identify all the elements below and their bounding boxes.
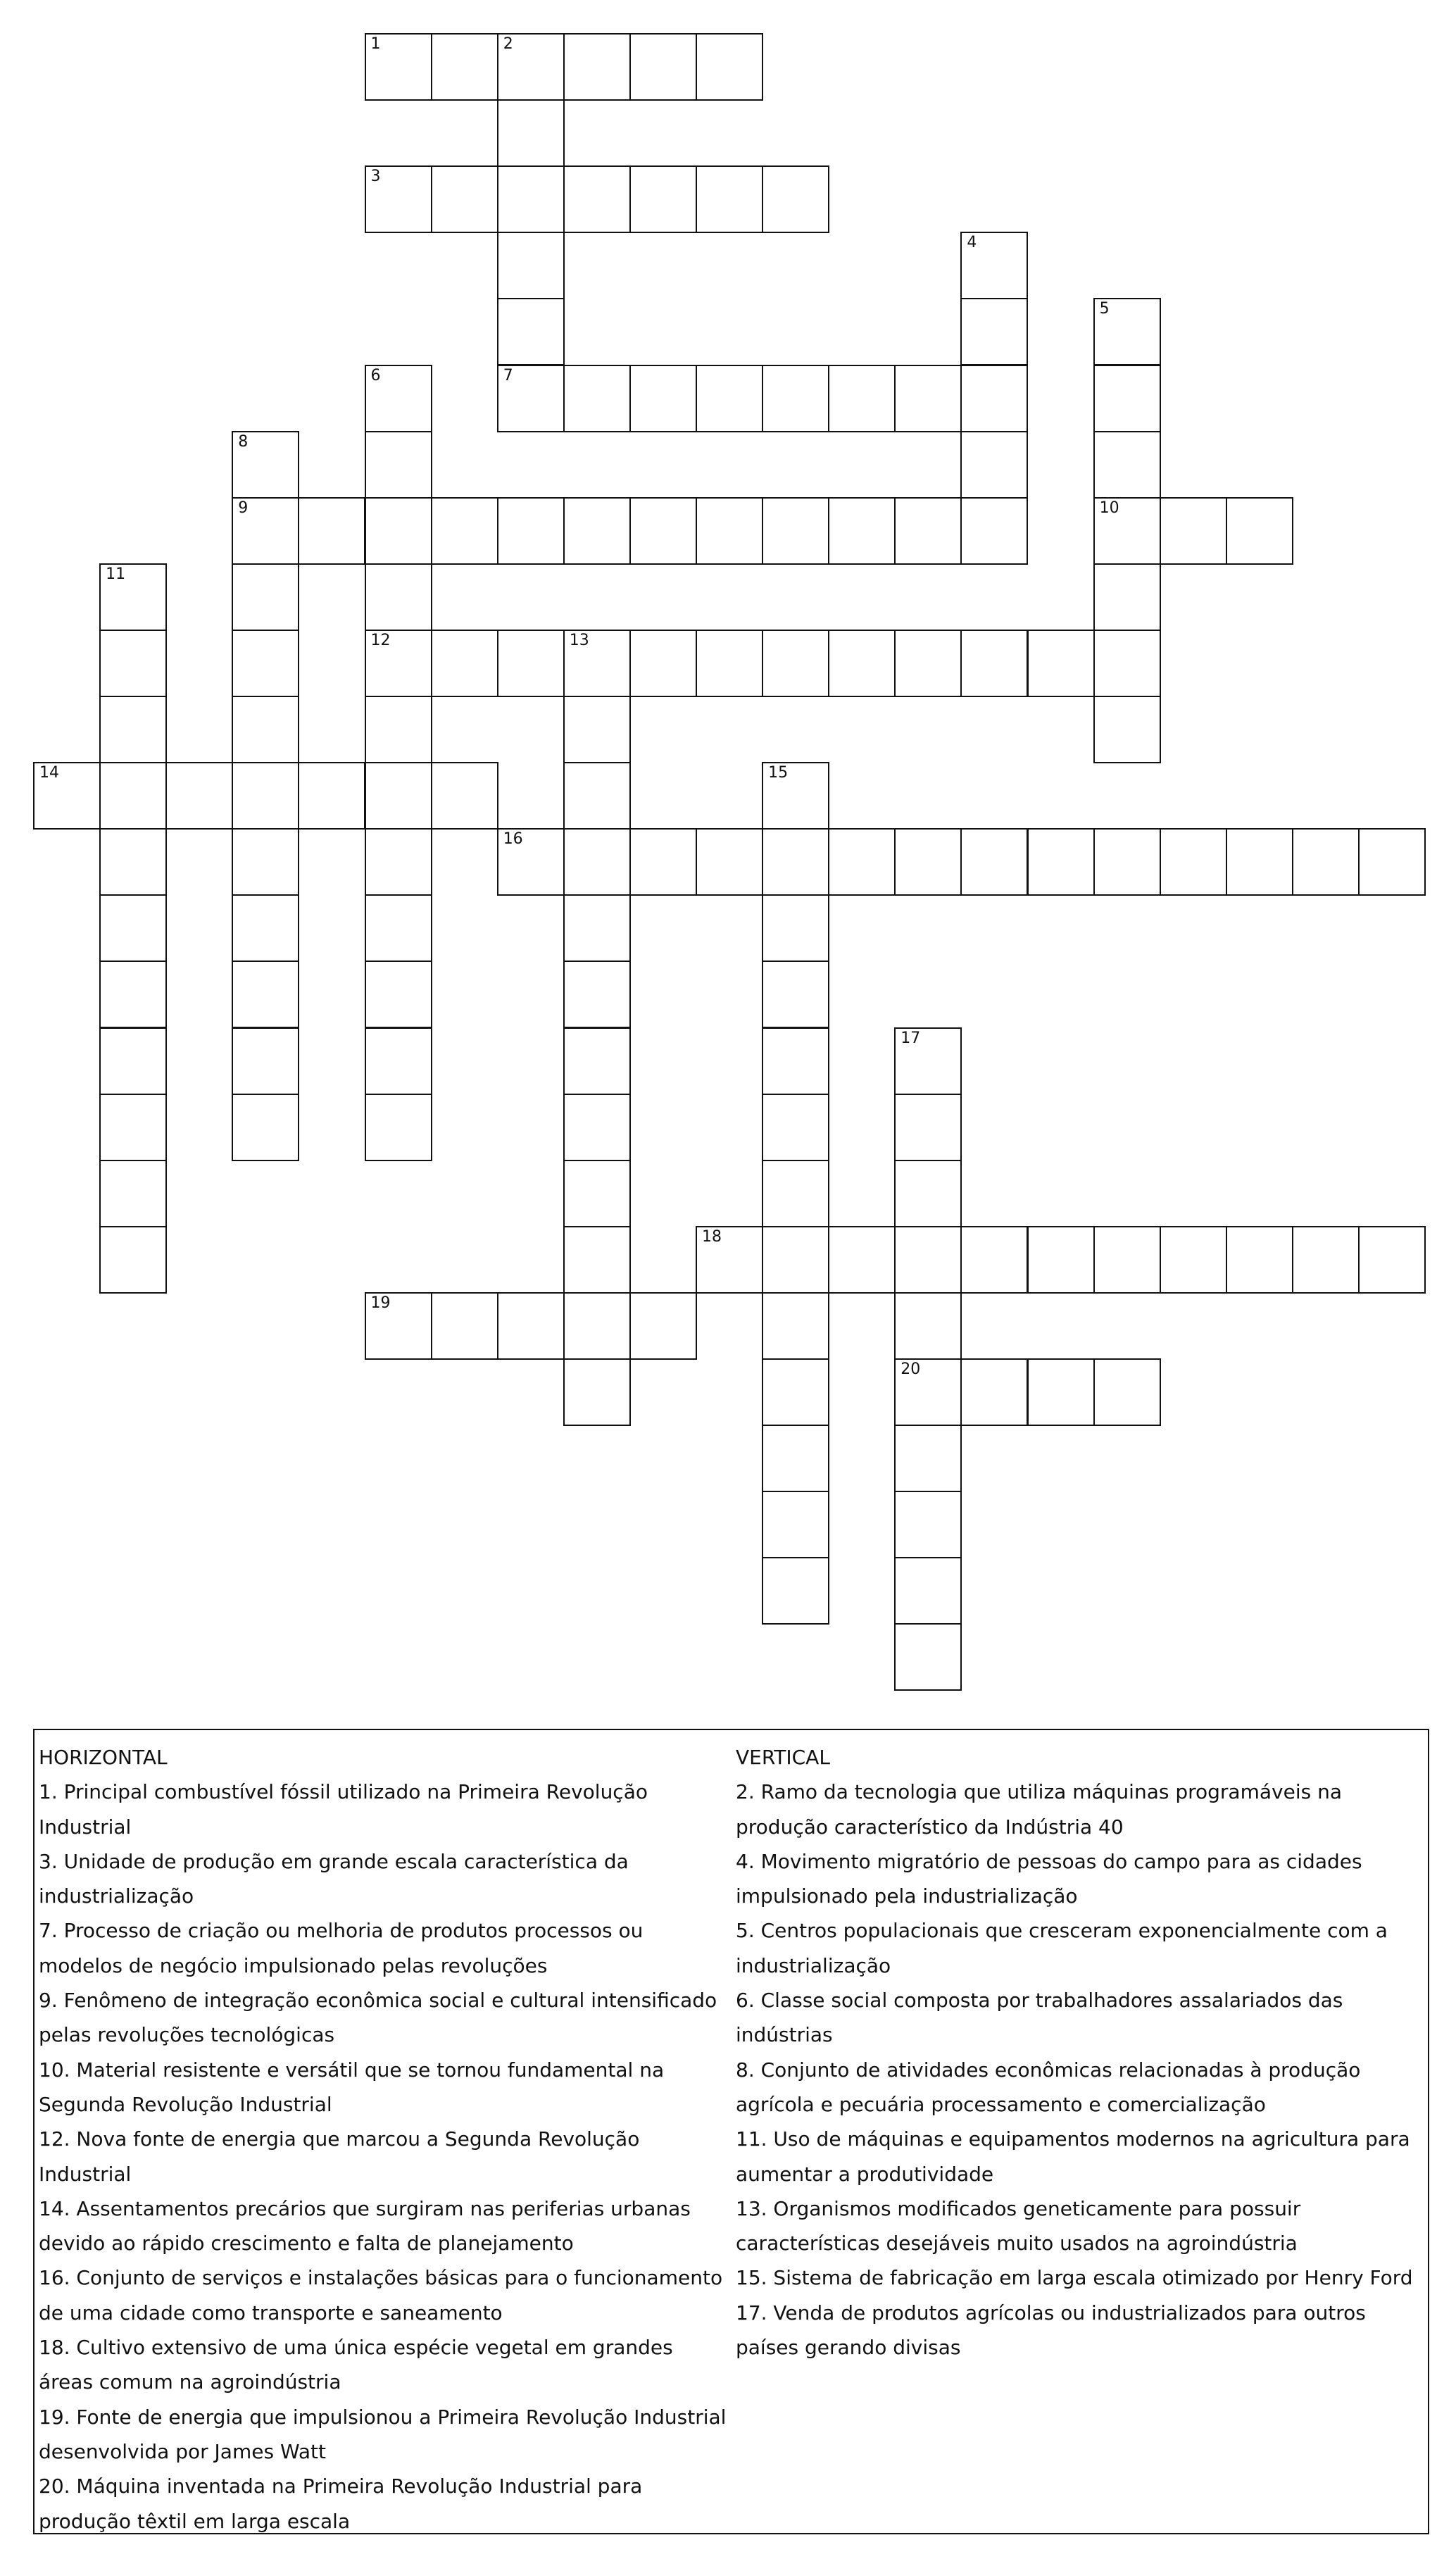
grid-cell[interactable]: [1093, 1226, 1161, 1294]
grid-cell[interactable]: [497, 497, 565, 565]
grid-cell[interactable]: [762, 1094, 829, 1161]
grid-cell[interactable]: [696, 165, 763, 233]
grid-cell[interactable]: [563, 1094, 631, 1161]
clue-down-15: 15. Sistema de fabricação em larga escala otimizado por Henry Ford: [736, 2266, 1413, 2290]
grid-cell[interactable]: [762, 1027, 829, 1095]
grid-cell[interactable]: [1160, 1226, 1227, 1294]
grid-cell[interactable]: [1292, 1226, 1360, 1294]
grid-cell[interactable]: [960, 431, 1028, 499]
grid-cell[interactable]: [365, 165, 432, 233]
grid-cell[interactable]: [1093, 365, 1161, 432]
clue-across-10: 10. Material resistente e versátil que se tornou fundamental na Segunda Revolução Industrial: [39, 2058, 665, 2116]
grid-cell[interactable]: [960, 497, 1028, 565]
grid-cell[interactable]: [232, 961, 299, 1028]
grid-cell[interactable]: [99, 630, 167, 697]
grid-cell[interactable]: [99, 1226, 167, 1294]
grid-cell[interactable]: [232, 1094, 299, 1161]
grid-cell[interactable]: [1358, 1226, 1426, 1294]
grid-cell[interactable]: [828, 828, 896, 896]
grid-cell[interactable]: [762, 497, 829, 565]
clue-down-11: 11. Uso de máquinas e equipamentos modernos na agricultura para aumentar a produtividade: [736, 2127, 1410, 2186]
grid-cell[interactable]: [894, 1160, 962, 1227]
grid-cell[interactable]: [497, 232, 565, 299]
grid-cell[interactable]: [629, 165, 697, 233]
clue-number: 18: [702, 1227, 722, 1246]
clue-number: 20: [900, 1360, 921, 1378]
grid-cell[interactable]: [1226, 828, 1293, 896]
grid-cell[interactable]: [298, 497, 365, 565]
grid-cell[interactable]: [365, 696, 432, 763]
grid-cell[interactable]: [99, 1027, 167, 1095]
clues-panel: [33, 1729, 1429, 2534]
grid-cell[interactable]: [762, 961, 829, 1028]
clue-number: 16: [503, 830, 523, 849]
grid-cell[interactable]: [1027, 1358, 1095, 1426]
grid-cell[interactable]: [894, 630, 962, 697]
grid-cell[interactable]: [894, 1226, 962, 1294]
clue-across-16: 16. Conjunto de serviços e instalações básicas para o funcionamento de uma cidade como transporte e saneamento: [39, 2266, 723, 2325]
grid-cell[interactable]: [629, 497, 697, 565]
grid-cell[interactable]: [431, 1292, 498, 1360]
grid-cell[interactable]: [960, 365, 1028, 432]
clue-number: 1: [370, 35, 381, 53]
grid-cell[interactable]: [894, 1358, 962, 1426]
grid-cell[interactable]: [365, 33, 432, 101]
clue-number: 6: [370, 366, 381, 384]
grid-cell[interactable]: [497, 99, 565, 167]
clue-across-18: 18. Cultivo extensivo de uma única espécie vegetal em grandes áreas comum na agroindústria: [39, 2336, 673, 2394]
grid-cell[interactable]: [762, 1491, 829, 1558]
grid-cell[interactable]: [563, 1027, 631, 1095]
grid-cell[interactable]: [894, 1557, 962, 1625]
grid-cell[interactable]: [1093, 298, 1161, 365]
clue-across-1: 1. Principal combustível fóssil utilizado na Primeira Revolução Industrial: [39, 1780, 648, 1839]
grid-cell[interactable]: [696, 1226, 763, 1294]
grid-cell[interactable]: [894, 1094, 962, 1161]
grid-cell[interactable]: [696, 33, 763, 101]
grid-cell[interactable]: [232, 696, 299, 763]
clue-number: 7: [503, 366, 513, 384]
grid-cell[interactable]: [563, 828, 631, 896]
clue-number: 2: [503, 35, 513, 53]
grid-cell[interactable]: [365, 961, 432, 1028]
clue-down-8: 8. Conjunto de atividades econômicas relacionadas à produção agrícola e pecuária processamento e comercialização: [736, 2058, 1361, 2116]
grid-cell[interactable]: [165, 762, 233, 830]
grid-cell[interactable]: [99, 894, 167, 962]
grid-cell[interactable]: [431, 33, 498, 101]
grid-cell[interactable]: [828, 365, 896, 432]
grid-cell[interactable]: [365, 1292, 432, 1360]
grid-cell[interactable]: [232, 762, 299, 830]
grid-cell[interactable]: [960, 232, 1028, 299]
clue-down-2: 2. Ramo da tecnologia que utiliza máquinas programáveis na produção característico da Indústria 40: [736, 1780, 1342, 1839]
grid-cell[interactable]: [960, 1358, 1028, 1426]
grid-cell[interactable]: [1093, 563, 1161, 631]
grid-cell[interactable]: [1160, 828, 1227, 896]
grid-cell[interactable]: [33, 762, 101, 830]
grid-cell[interactable]: [563, 365, 631, 432]
grid-cell[interactable]: [563, 894, 631, 962]
grid-cell[interactable]: [1093, 828, 1161, 896]
grid-cell[interactable]: [1292, 828, 1360, 896]
clue-number: 3: [370, 168, 381, 186]
grid-cell[interactable]: [563, 961, 631, 1028]
clue-number: 10: [1099, 499, 1119, 517]
grid-cell[interactable]: [1093, 1358, 1161, 1426]
clue-number: 4: [967, 234, 977, 252]
grid-cell[interactable]: [431, 165, 498, 233]
grid-cell[interactable]: [696, 828, 763, 896]
clue-across-14: 14. Assentamentos precários que surgiram nas periferias urbanas devido ao rápido crescimento e falta de planejamento: [39, 2196, 691, 2255]
grid-cell[interactable]: [894, 1027, 962, 1095]
grid-cell[interactable]: [762, 1557, 829, 1625]
grid-cell[interactable]: [497, 365, 565, 432]
grid-cell[interactable]: [431, 497, 498, 565]
grid-cell[interactable]: [563, 762, 631, 830]
grid-cell[interactable]: [894, 1623, 962, 1691]
grid-cell[interactable]: [99, 563, 167, 631]
clue-down-4: 4. Movimento migratório de pessoas do campo para as cidades impulsionado pela industrialização: [736, 1849, 1362, 1908]
grid-cell[interactable]: [497, 33, 565, 101]
grid-cell[interactable]: [365, 762, 432, 830]
grid-cell[interactable]: [828, 630, 896, 697]
grid-cell[interactable]: [629, 630, 697, 697]
clue-across-12: 12. Nova fonte de energia que marcou a Segunda Revolução Industrial: [39, 2127, 640, 2186]
clue-number: 12: [370, 631, 391, 649]
grid-cell[interactable]: [232, 828, 299, 896]
grid-cell[interactable]: [894, 497, 962, 565]
grid-cell[interactable]: [629, 365, 697, 432]
grid-cell[interactable]: [232, 894, 299, 962]
grid-cell[interactable]: [563, 1160, 631, 1227]
grid-cell[interactable]: [497, 1292, 565, 1360]
grid-cell[interactable]: [497, 630, 565, 697]
grid-cell[interactable]: [497, 165, 565, 233]
grid-cell[interactable]: [365, 365, 432, 432]
clue-across-3: 3. Unidade de produção em grande escala característica da industrialização: [39, 1849, 629, 1908]
clue-down-6: 6. Classe social composta por trabalhadores assalariados das indústrias: [736, 1989, 1343, 2047]
clue-number: 17: [900, 1029, 921, 1047]
across-heading: HORIZONTAL: [39, 1746, 168, 1769]
clue-number: 9: [238, 499, 249, 517]
grid-cell[interactable]: [563, 165, 631, 233]
grid-cell[interactable]: [99, 762, 167, 830]
grid-cell[interactable]: [1226, 497, 1293, 565]
grid-cell[interactable]: [563, 1226, 631, 1294]
grid-cell[interactable]: [960, 630, 1028, 697]
grid-cell[interactable]: [762, 1226, 829, 1294]
grid-cell[interactable]: [696, 497, 763, 565]
grid-cell[interactable]: [563, 1358, 631, 1426]
clue-across-7: 7. Processo de criação ou melhoria de produtos processos ou modelos de negócio impulsionado pelas revoluções: [39, 1919, 644, 1977]
grid-cell[interactable]: [1358, 828, 1426, 896]
grid-cell[interactable]: [894, 1292, 962, 1360]
grid-cell[interactable]: [563, 696, 631, 763]
grid-cell[interactable]: [563, 497, 631, 565]
grid-cell[interactable]: [894, 1425, 962, 1492]
grid-cell[interactable]: [762, 630, 829, 697]
clue-number: 15: [768, 764, 789, 782]
grid-cell[interactable]: [497, 298, 565, 365]
grid-cell[interactable]: [365, 563, 432, 631]
grid-cell[interactable]: [1027, 828, 1095, 896]
grid-cell[interactable]: [629, 828, 697, 896]
clue-number: 11: [106, 565, 126, 583]
grid-cell[interactable]: [894, 365, 962, 432]
grid-cell[interactable]: [298, 762, 365, 830]
grid-cell[interactable]: [232, 630, 299, 697]
grid-cell[interactable]: [762, 1160, 829, 1227]
grid-cell[interactable]: [365, 1094, 432, 1161]
grid-cell[interactable]: [629, 1292, 697, 1360]
grid-cell[interactable]: [1093, 630, 1161, 697]
clue-number: 13: [569, 631, 589, 649]
grid-cell[interactable]: [1093, 696, 1161, 763]
down-clues: [736, 1740, 1426, 2365]
clue-number: 5: [1099, 300, 1110, 318]
grid-cell[interactable]: [762, 762, 829, 830]
clue-across-19: 19. Fonte de energia que impulsionou a Primeira Revolução Industrial desenvolvida por James Watt: [39, 2405, 727, 2463]
grid-cell[interactable]: [232, 431, 299, 499]
grid-cell[interactable]: [762, 1292, 829, 1360]
grid-cell[interactable]: [696, 630, 763, 697]
clue-down-5: 5. Centros populacionais que cresceram exponencialmente com a industrialização: [736, 1919, 1388, 1977]
grid-cell[interactable]: [232, 1027, 299, 1095]
grid-cell[interactable]: [828, 1226, 896, 1294]
clue-down-13: 13. Organismos modificados geneticamente para possuir características desejáveis muito usados na agroindústria: [736, 2196, 1301, 2255]
grid-cell[interactable]: [1027, 630, 1095, 697]
grid-cell[interactable]: [232, 497, 299, 565]
grid-cell[interactable]: [99, 961, 167, 1028]
grid-cell[interactable]: [828, 497, 896, 565]
clue-across-9: 9. Fenômeno de integração econômica social e cultural intensificado pelas revoluções tecnológicas: [39, 1989, 717, 2047]
grid-cell[interactable]: [99, 1160, 167, 1227]
grid-cell[interactable]: [762, 828, 829, 896]
grid-cell[interactable]: [365, 497, 432, 565]
grid-cell[interactable]: [960, 298, 1028, 365]
grid-cell[interactable]: [1093, 497, 1161, 565]
grid-cell[interactable]: [696, 365, 763, 432]
grid-cell[interactable]: [365, 894, 432, 962]
grid-cell[interactable]: [99, 696, 167, 763]
grid-cell[interactable]: [1093, 431, 1161, 499]
grid-cell[interactable]: [762, 1425, 829, 1492]
grid-cell[interactable]: [1160, 497, 1227, 565]
grid-cell[interactable]: [365, 431, 432, 499]
grid-cell[interactable]: [431, 762, 498, 830]
grid-cell[interactable]: [960, 828, 1028, 896]
grid-cell[interactable]: [99, 828, 167, 896]
grid-cell[interactable]: [894, 1491, 962, 1558]
grid-cell[interactable]: [365, 828, 432, 896]
clue-across-20: 20. Máquina inventada na Primeira Revolução Industrial para produção têxtil em larga escala: [39, 2474, 643, 2533]
grid-cell[interactable]: [762, 365, 829, 432]
grid-cell[interactable]: [563, 33, 631, 101]
grid-cell[interactable]: [99, 1094, 167, 1161]
grid-cell[interactable]: [762, 894, 829, 962]
grid-cell[interactable]: [1226, 1226, 1293, 1294]
across-clues: [39, 1740, 729, 2539]
grid-cell[interactable]: [232, 563, 299, 631]
grid-cell[interactable]: [1027, 1226, 1095, 1294]
grid-cell[interactable]: [894, 828, 962, 896]
grid-cell[interactable]: [762, 165, 829, 233]
clue-number: 14: [39, 764, 59, 782]
down-heading: VERTICAL: [736, 1746, 830, 1769]
clue-down-17: 17. Venda de produtos agrícolas ou industrializados para outros países gerando divisas: [736, 2301, 1366, 2360]
clue-number: 8: [238, 432, 249, 451]
clue-number: 19: [370, 1294, 391, 1312]
grid-cell[interactable]: [365, 630, 432, 697]
grid-cell[interactable]: [365, 1027, 432, 1095]
grid-cell[interactable]: [497, 828, 565, 896]
grid-cell[interactable]: [431, 630, 498, 697]
grid-cell[interactable]: [563, 1292, 631, 1360]
grid-cell[interactable]: [629, 33, 697, 101]
grid-cell[interactable]: [960, 1226, 1028, 1294]
grid-cell[interactable]: [563, 630, 631, 697]
grid-cell[interactable]: [762, 1358, 829, 1426]
